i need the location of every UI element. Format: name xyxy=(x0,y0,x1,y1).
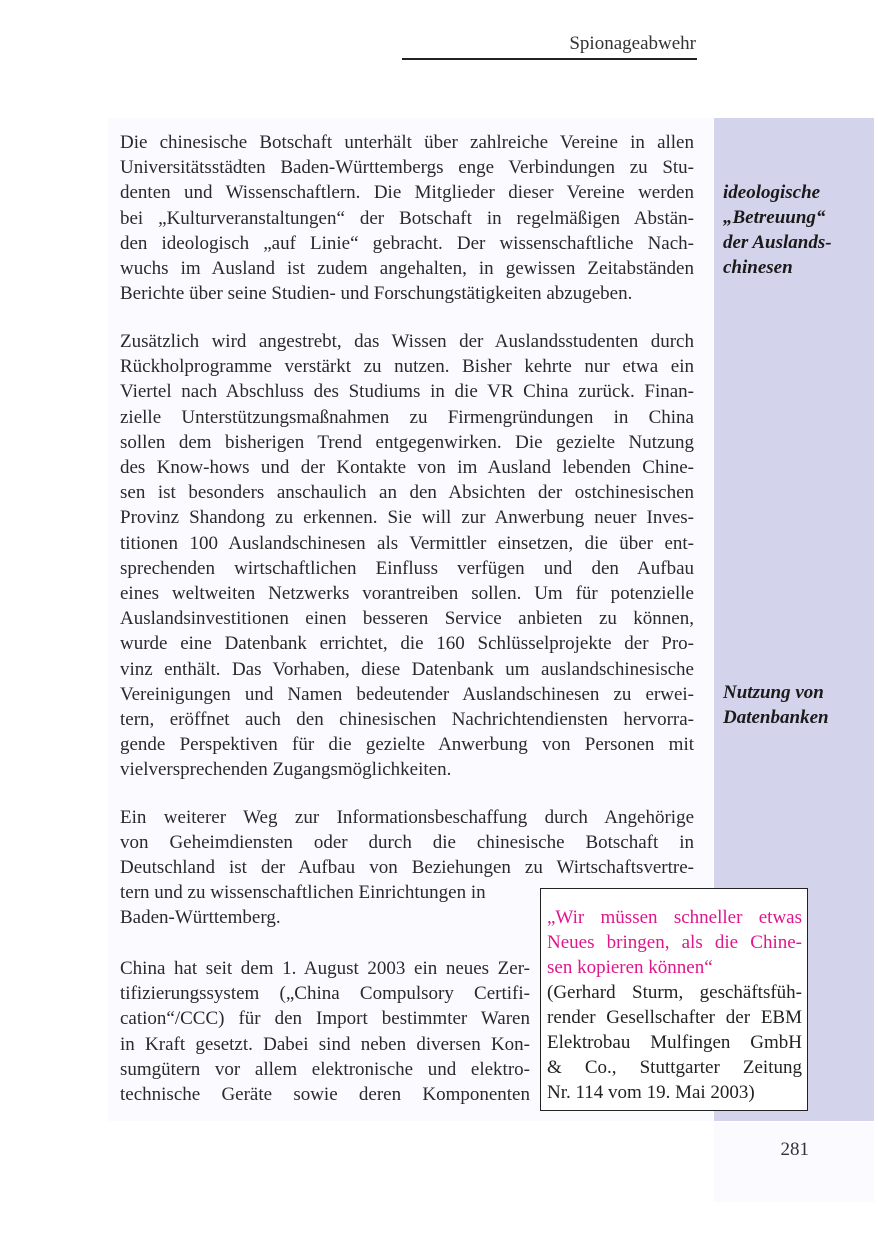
text-line: technische Geräte sowie deren Komponenten xyxy=(120,1084,530,1106)
text-line: tern, eröffnet auch den chinesischen Nachrichtendiensten hervorra- xyxy=(120,709,694,731)
text-line: von Geheimdiensten oder durch die chinesische Botschaft in xyxy=(120,832,694,854)
text-line: vinz enthält. Das Vorhaben, diese Datenbank um auslandschinesische xyxy=(120,658,694,680)
margin-note-line: der Auslands- xyxy=(723,232,832,253)
text-line: Vereinigungen und Namen bedeutender Auslandschinesen zu erwei- xyxy=(120,683,694,705)
source-line: Nr. 114 vom 19. Mai 2003) xyxy=(547,1082,755,1103)
text-line: China hat seit dem 1. August 2003 ein neues Zer- xyxy=(120,958,530,979)
page-number: 281 xyxy=(780,1139,809,1160)
text-line: in Kraft gesetzt. Dabei sind neben diversen Kon- xyxy=(120,1033,530,1055)
text-line: zielle Unterstützungsmaßnahmen zu Firmengründungen in China xyxy=(120,406,694,428)
source-line: & Co., Stuttgarter Zeitung xyxy=(547,1057,802,1078)
margin-note-nutzung-datenbanken xyxy=(723,680,868,730)
text-line: Baden-Württemberg. xyxy=(120,907,281,929)
text-line: Berichte über seine Studien- und Forschungstätigkeiten abzugeben. xyxy=(120,283,633,305)
quote-source xyxy=(547,980,802,1105)
paragraph-3-narrow xyxy=(120,880,530,930)
text-line: tifizierungssystem („China Compulsory Certifi- xyxy=(120,983,530,1005)
text-line: Universitätsstädten Baden-Württembergs enge Verbindungen zu Stu- xyxy=(120,157,694,179)
margin-note-line: „Betreuung“ xyxy=(723,207,826,228)
text-line: des Know-hows und der Kontakte von im Ausland lebenden Chine- xyxy=(120,457,694,479)
text-line: Viertel nach Abschluss des Studiums in die VR China zurück. Finan- xyxy=(120,381,694,403)
text-line: Zusätzlich wird angestrebt, das Wissen der Auslandsstudenten durch xyxy=(120,331,694,352)
text-line: Die chinesische Botschaft unterhält über zahlreiche Vereine in allen xyxy=(120,132,694,153)
source-line: Elektrobau Mulfingen GmbH xyxy=(547,1032,802,1053)
page-header-title: Spionageabwehr xyxy=(569,33,696,54)
margin-note-line: Nutzung von xyxy=(723,682,824,703)
margin-note-line: ideologische xyxy=(723,182,821,203)
source-line: (Gerhard Sturm, geschäftsfüh- xyxy=(547,982,802,1003)
text-line: titionen 100 Auslandschinesen als Vermittler einsetzen, die über ent- xyxy=(120,532,694,554)
text-line: denten und Wissenschaftlern. Die Mitglieder dieser Vereine werden xyxy=(120,182,694,204)
text-line: gende Perspektiven für die gezielte Anwerbung von Personen mit xyxy=(120,734,694,756)
quote-text xyxy=(547,905,802,980)
paragraph-3 xyxy=(120,805,694,881)
text-line: wuchs im Ausland ist zudem angehalten, in gewissen Zeitabständen xyxy=(120,258,694,280)
quote-line: sen kopieren können“ xyxy=(547,957,713,978)
paragraph-2 xyxy=(120,329,694,783)
paragraph-1 xyxy=(120,130,694,306)
header-rule xyxy=(402,58,697,60)
paragraph-4 xyxy=(120,956,530,1107)
text-line: Provinz Shandong zu erkennen. Sie will zur Anwerbung neuer Inves- xyxy=(120,507,694,529)
text-line: Ein weiterer Weg zur Informationsbeschaffung durch Angehörige xyxy=(120,807,694,828)
text-line: sollen dem bisherigen Trend entgegenwirken. Die gezielte Nutzung xyxy=(120,431,694,453)
text-line: tern und zu wissenschaftlichen Einrichtungen in xyxy=(120,882,486,903)
text-line: Auslandsinvestitionen einen besseren Service anbieten zu können, xyxy=(120,608,694,630)
margin-note-line: Datenbanken xyxy=(723,707,829,728)
quote-box xyxy=(540,888,808,1111)
text-line: wurde eine Datenbank errichtet, die 160 Schlüsselprojekte der Pro- xyxy=(120,633,694,655)
quote-line: Neues bringen, als die Chine- xyxy=(547,932,802,953)
text-line: sumgütern vor allem elektronische und elektro- xyxy=(120,1058,530,1080)
text-line: Deutschland ist der Aufbau von Beziehungen zu Wirtschaftsvertre- xyxy=(120,857,694,879)
quote-line: „Wir müssen schneller etwas xyxy=(547,907,802,928)
source-line: render Gesellschafter der EBM xyxy=(547,1007,802,1028)
text-line: vielversprechenden Zugangsmöglichkeiten. xyxy=(120,759,452,781)
text-line: eines weltweiten Netzwerks vorantreiben sollen. Um für potenzielle xyxy=(120,583,694,605)
text-line: cation“/CCC) für den Import bestimmter Waren xyxy=(120,1008,530,1030)
text-line: Rückholprogramme verstärkt zu nutzen. Bisher kehrte nur etwa ein xyxy=(120,356,694,378)
text-line: den ideologisch „auf Linie“ gebracht. Der wissenschaftliche Nach- xyxy=(120,232,694,254)
margin-note-ideologische-betreuung xyxy=(723,180,868,280)
text-line: sprechenden wirtschaftlichen Einfluss verfügen und den Aufbau xyxy=(120,557,694,579)
text-line: sen ist besonders anschaulich an den Absichten der ostchinesischen xyxy=(120,482,694,504)
margin-note-line: chinesen xyxy=(723,257,793,278)
footer-box xyxy=(714,1122,874,1202)
text-line: bei „Kulturveranstaltungen“ der Botschaft in regelmäßigen Abstän- xyxy=(120,207,694,229)
